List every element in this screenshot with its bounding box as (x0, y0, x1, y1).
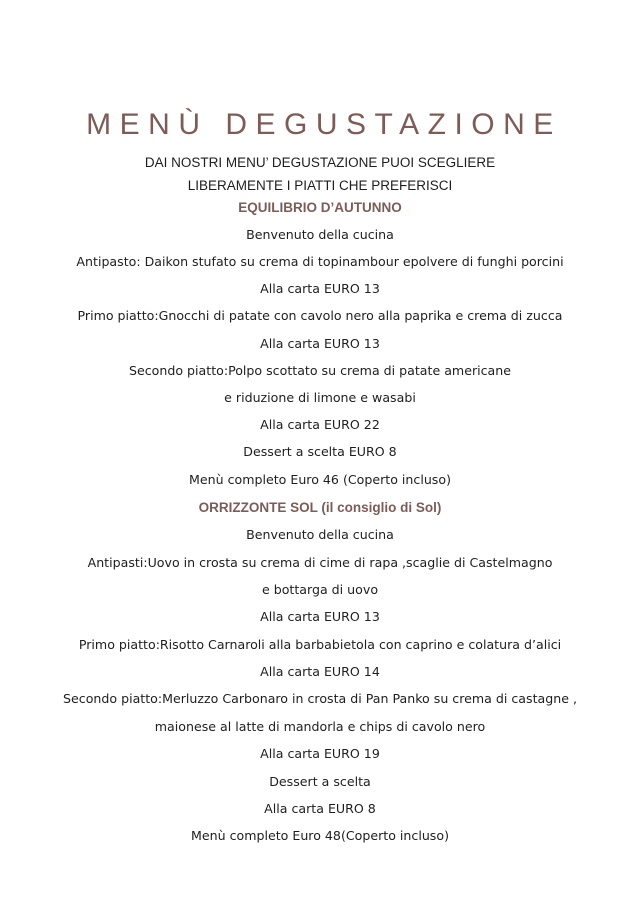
menu-line: Alla carta EURO 8 (264, 801, 376, 816)
menu-line: maionese al latte di mandorla e chips di cavolo nero (154, 719, 486, 734)
menu-line: e riduzione di limone e wasabi (224, 390, 416, 405)
menu-line: Antipasto: Daikon stufato su crema di topinambour epolvere di funghi porcini (76, 254, 564, 269)
intro-line-2: LIBERAMENTE I PIATTI CHE PREFERISCI (187, 178, 453, 193)
menu-line: Alla carta EURO 13 (260, 336, 380, 351)
intro-line-1: DAI NOSTRI MENU’ DEGUSTAZIONE PUOI SCEGLIERE (144, 155, 496, 170)
menu-line: Dessert a scelta (269, 774, 371, 789)
menu-title: MENÙ DEGUSTAZIONE (86, 108, 562, 141)
menu-line: Alla carta EURO 22 (260, 417, 380, 432)
menu-line: Alla carta EURO 19 (260, 746, 380, 761)
menu-line: Secondo piatto:Polpo scottato su crema di patate americane (128, 363, 511, 378)
menu-line: e bottarga di uovo (261, 582, 379, 597)
menu-line: Benvenuto della cucina (246, 527, 394, 542)
menu-line: Primo piatto:Gnocchi di patate con cavolo nero alla paprika e crema di zucca (77, 308, 563, 323)
menu-line: Secondo piatto:Merluzzo Carbonaro in crosta di Pan Panko su crema di castagne , (63, 691, 577, 706)
menu-line: Benvenuto della cucina (246, 227, 394, 242)
menu-line: Menù completo Euro 46 (Coperto incluso) (189, 472, 451, 487)
menu-line: Antipasti:Uovo in crosta su crema di cime di rapa ,scaglie di Castelmagno (87, 555, 553, 570)
menu-line: Alla carta EURO 13 (260, 609, 380, 624)
menu-line: Alla carta EURO 13 (260, 281, 380, 296)
section-title-equilibrio: EQUILIBRIO D’AUTUNNO (238, 200, 402, 215)
menu-line: Alla carta EURO 14 (260, 664, 380, 679)
section-title-orrizzonte-sol: ORRIZZONTE SOL (il consiglio di Sol) (198, 500, 442, 515)
menu-line: Dessert a scelta EURO 8 (243, 444, 397, 459)
menu-line: Primo piatto:Risotto Carnaroli alla barbabietola con caprino e colatura d’alici (78, 637, 562, 652)
menu-line: Menù completo Euro 48(Coperto incluso) (191, 828, 449, 843)
